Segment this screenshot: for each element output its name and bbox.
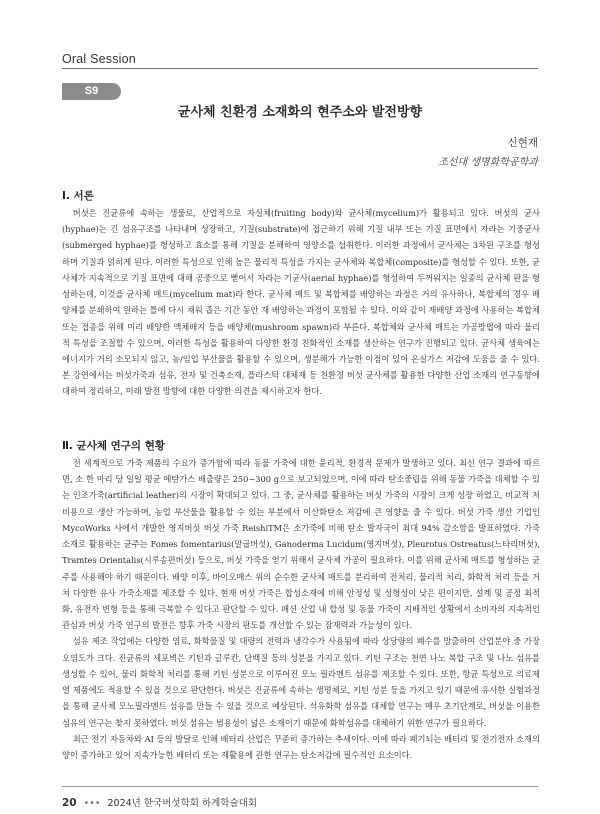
session-label: Oral Session	[62, 52, 136, 66]
abstract-title: 균사체 친환경 소재화의 현주소와 발전방향	[177, 105, 423, 120]
section-heading-status: Ⅱ. 균사체 연구의 현황	[62, 440, 166, 452]
paragraph: 버섯은 진균류에 속하는 생물로, 산업적으로 자실체(fruiting body)와 균사체(mycelium)가 활용되고 있다. 버섯의 균사(hyphae)는 긴 섬유구조를 나타내며 성장하고, 기질(substrate)에 접근하기 위해 기질 내부 또는 기질 표면에서 자라는 기중균사(submerged hyphae)를 형성하고 효소를 통해 기질을 분해하여 영양소를 섭취한다. 이러한 과정에서 균사체는 3차원 구조를 형성하며 기질과 얽히게 된다. 이러한 특성으로 인해 높은 물리적 특성을 가지는 균사체와 복합체(composite)를 형성할 수 있다. 또한, 균사체가 지속적으로 기질 표면에 대해 공중으로 뻗어서 자라는 기균사(aerial hyphae)를 형성하여 두꺼워지는 일종의 균사체 판을 형성하는데, 이것을 균사체 매트(mycelium mat)라 한다. 균사체 매트 및 복합체를 배양하는 과정은 거의 유사하나, 복합체의 경우 배양체를 분쇄하여 원하는 틀에 다시 채워 좁은 기간 동안 재 배양하는 과정이 포함될 수 있다. 이와 같이 재배양 과정에 사용하는 복합체 또는 접종을 위해 미리 배양한 액체배지 등을 배양체(mushroom spawn)라 부른다. 복합체와 균사체 매트는 가공방법에 따라 물리적 특성을 조절할 수 있으며, 이러한 특성을 활용하여 다양한 환경 친화적인 소재를 생산하는 연구가 진행되고 있다. 균사체 생육에는 에너지가 거의 소모되지 않고, 농/임업 부산물을 활용할 수 있으며, 생분해가 가능한 이점이 있어 온실가스 저감에 도움을 줄 수 있다. 본 강연에서는 버섯가죽과 섬유, 전자 및 건축소재, 플라스틱 대체재 등 친환경 버섯 균사체를 활용한 다양한 산업 소재의 연구동향에 대하여 정리하고, 미래 발전 방향에 대한 다양한 의견을 제시하고자 한다.	[62, 208, 540, 397]
author-name: 신현재	[507, 137, 538, 149]
footer-dots: •••	[83, 798, 101, 809]
paragraph: 전 세계적으로 가죽 제품의 수요가 증가함에 따라 동물 가죽에 대한 윤리적, 환경적 문제가 발생하고 있다. 최신 연구 결과에 따르면, 소 한 마리 당 일일 평균 메탄가스 배출량은 250~300 g으로 보고되었으며, 이에 따라 탄소중립을 위해 동물 가죽을 대체할 수 있는 인조가죽(artificial leather)의 시장이 확대되고 있다. 그 중, 균사체를 활용하는 버섯 가죽의 시장이 크게 성장 하였고, 비교적 저비용으로 생산 가능하며, 농업 부산물을 활용할 수 있는 부분에서 이산화탄소 저감에 큰 영향을 줄 수 있다. 버섯 가죽 생산 기업인 MycoWorks 사에서 개발한 영지버섯 버섯 가죽 ReishiTM은 소가죽에 비해 탄소 발자국이 최대 94% 감소함을 발표하였다. 가죽 소재로 활용하는 균주는 Fomes fomentarius(말굽버섯), Ganoderma Lucidum(영지버섯), Pleurotus Ostreatus(느타리버섯), Tramtes Orientalis(시루송편버섯) 등으로, 버섯 가죽을 얻기 위해서 균사체 가공이 필요하다. 이를 위해 균사체 매트를 형성하는 균주를 사용해야 하기 때문이다. 배양 이후, 바이오매스 위의 순수한 균사체 매트를 분리하여 전처리, 물리적 처리, 화학적 처리 등을 거쳐 다양한 유사 가죽소재를 제조할 수 있다. 현재 버섯 가죽은 합성소재에 비해 안정성 및 성형성이 낮은 편이지만, 설계 및 공정 최적화, 유전자 변형 등을 통해 극복할 수 있다고 판단할 수 있다. 패션 산업 내 합성 및 동물 가죽이 지배적인 상황에서 소비자의 지속적인 관심과 버섯 가죽 연구의 발전은 향후 가죽 시장의 판도를 개선할 수 있는 잠재력과 가능성이 있다.	[62, 458, 540, 631]
footer-rule	[62, 786, 538, 787]
author-affiliation: 조선대 생명화학공학과	[438, 157, 538, 168]
section-heading-intro: Ⅰ. 서론	[62, 190, 94, 202]
page-footer	[62, 795, 257, 809]
footer-conference: 2024년 한국버섯학회 하계학술대회	[107, 798, 258, 809]
section-body-intro	[62, 205, 540, 400]
header-rule	[62, 68, 538, 69]
section-body-status	[62, 455, 540, 763]
session-badge: S9	[62, 83, 121, 100]
page-number: 20	[62, 797, 77, 809]
paragraph: 섬유 제조 작업에는 다양한 염료, 화학물질 및 대량의 전력과 냉각수가 사용됨에 따라 상당량의 폐수를 방출하여 산업분야 중 가장 오염도가 크다. 진균류의 세포벽은 키틴과 글루칸, 단백질 등의 성분을 가지고 있다. 키틴 구조는 천연 나노 복합 구조 및 나노 섬유를 생성할 수 있어, 물리 화학적 처리를 통해 키틴 성분으로 이루어진 모노 필라멘트 섬유를 제조할 수 있다. 또한, 항균 특성으로 의료제열 제품에도 적용할 수 있을 것으로 판단한다. 버섯은 진균류에 속하는 생명체로, 키틴 성분 등을 가지고 있기 때문에 유사한 실험과정을 통해 균사체 모노필라멘트 섬유를 만들 수 있을 것으로 예상된다. 석유화학 섬유를 대체할 연구는 매우 초기단계로, 버섯을 이용한 섬유의 연구는 찾지 못하였다. 버섯 섬유는 범용성이 넓은 소재이기 때문에 화학섬유를 대체하기 위한 연구가 필요하다.	[62, 636, 540, 728]
paragraph: 최근 전기 자동차와 AI 등의 발달로 인해 배터리 산업은 꾸준히 증가하는 추세이다. 이에 따라 폐기되는 배터리 및 전기전자 소재의 양이 증가하고 있어 지속가능한 배터리 또는 재활용에 관한 연구는 탄소저감에 필수적인 요소이다.	[62, 733, 540, 760]
